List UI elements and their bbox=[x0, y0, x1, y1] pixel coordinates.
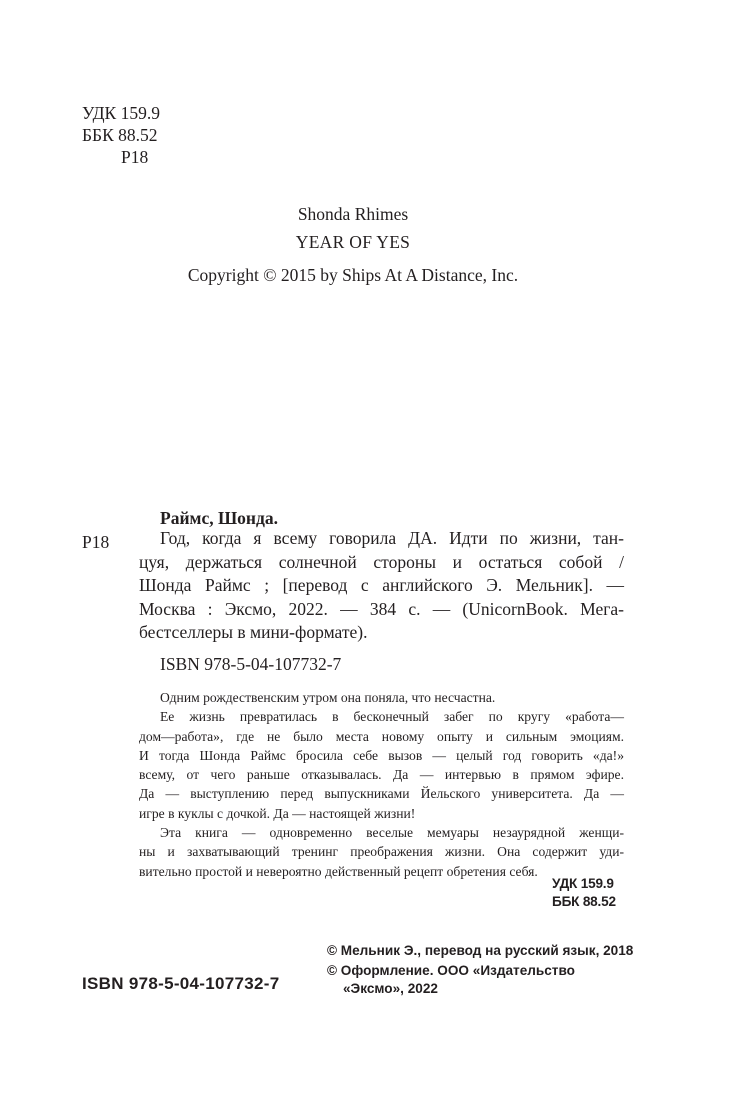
design-copyright: © Оформление. ООО «Издательство bbox=[327, 963, 575, 978]
annotation-line: Да — выступлению перед выпускниками Йельского университета. Да — bbox=[139, 786, 624, 802]
annotation-line: дом—работа», где не было места новому опыту и сильным эмоциям. bbox=[139, 728, 624, 744]
catalog-author-sign: Р18 bbox=[82, 532, 110, 552]
annotation-line: ны и захватывающий тренинг преображения жизни. Она содержит уди- bbox=[139, 844, 624, 860]
catalog-line: цуя, держаться солнечной стороны и остаться собой / bbox=[139, 551, 624, 572]
catalog-line: Год, когда я всему говорила ДА. Идти по жизни, тан- bbox=[160, 528, 624, 548]
catalog-heading: Раймс, Шонда. bbox=[160, 508, 278, 528]
bbk-code: ББК 88.52 bbox=[82, 125, 158, 145]
isbn-bottom: ISBN 978-5-04-107732-7 bbox=[82, 974, 280, 993]
catalog-line: Шонда Раймс ; [перевод с английского Э. Мельник]. — bbox=[139, 575, 624, 595]
annotation-line: Одним рождественским утром она поняла, что несчастна. bbox=[160, 690, 496, 705]
annotation-line: игре в куклы с дочкой. Да — настоящей жизни! bbox=[139, 805, 416, 821]
annotation-line: Эта книга — одновременно веселые мемуары незаурядной женщи- bbox=[160, 825, 624, 841]
translation-copyright: © Мельник Э., перевод на русский язык, 2018 bbox=[327, 943, 634, 958]
catalog-description bbox=[139, 527, 624, 645]
original-title: YEAR OF YES bbox=[295, 232, 411, 252]
annotation-line: вительно простой и невероятно действенный рецепт обретения себя. bbox=[139, 863, 538, 879]
catalog-isbn: ISBN 978-5-04-107732-7 bbox=[160, 654, 342, 674]
catalog-line: бестселлеры в мини-формате). bbox=[139, 622, 368, 642]
original-author: Shonda Rhimes bbox=[297, 204, 409, 224]
udk-code-bottom: УДК 159.9 bbox=[552, 876, 614, 891]
design-copyright-continued: «Эксмо», 2022 bbox=[343, 981, 438, 996]
annotation-line: Ее жизнь превратилась в бесконечный забег по кругу «работа— bbox=[160, 709, 624, 725]
annotation bbox=[139, 688, 624, 881]
original-copyright: Copyright © 2015 by Ships At A Distance, Inc. bbox=[187, 265, 519, 285]
udk-code: УДК 159.9 bbox=[82, 103, 160, 123]
catalog-line: Москва : Эксмо, 2022. — 384 с. — (UnicornBook. Мега- bbox=[139, 598, 624, 619]
author-sign: Р18 bbox=[121, 147, 149, 167]
annotation-line: И тогда Шонда Раймс бросила себе вызов — целый год говорить «да!» bbox=[139, 747, 624, 763]
bbk-code-bottom: ББК 88.52 bbox=[552, 894, 616, 909]
annotation-line: всему, от чего раньше отказывалась. Да — интервью в прямом эфире. bbox=[139, 767, 624, 783]
